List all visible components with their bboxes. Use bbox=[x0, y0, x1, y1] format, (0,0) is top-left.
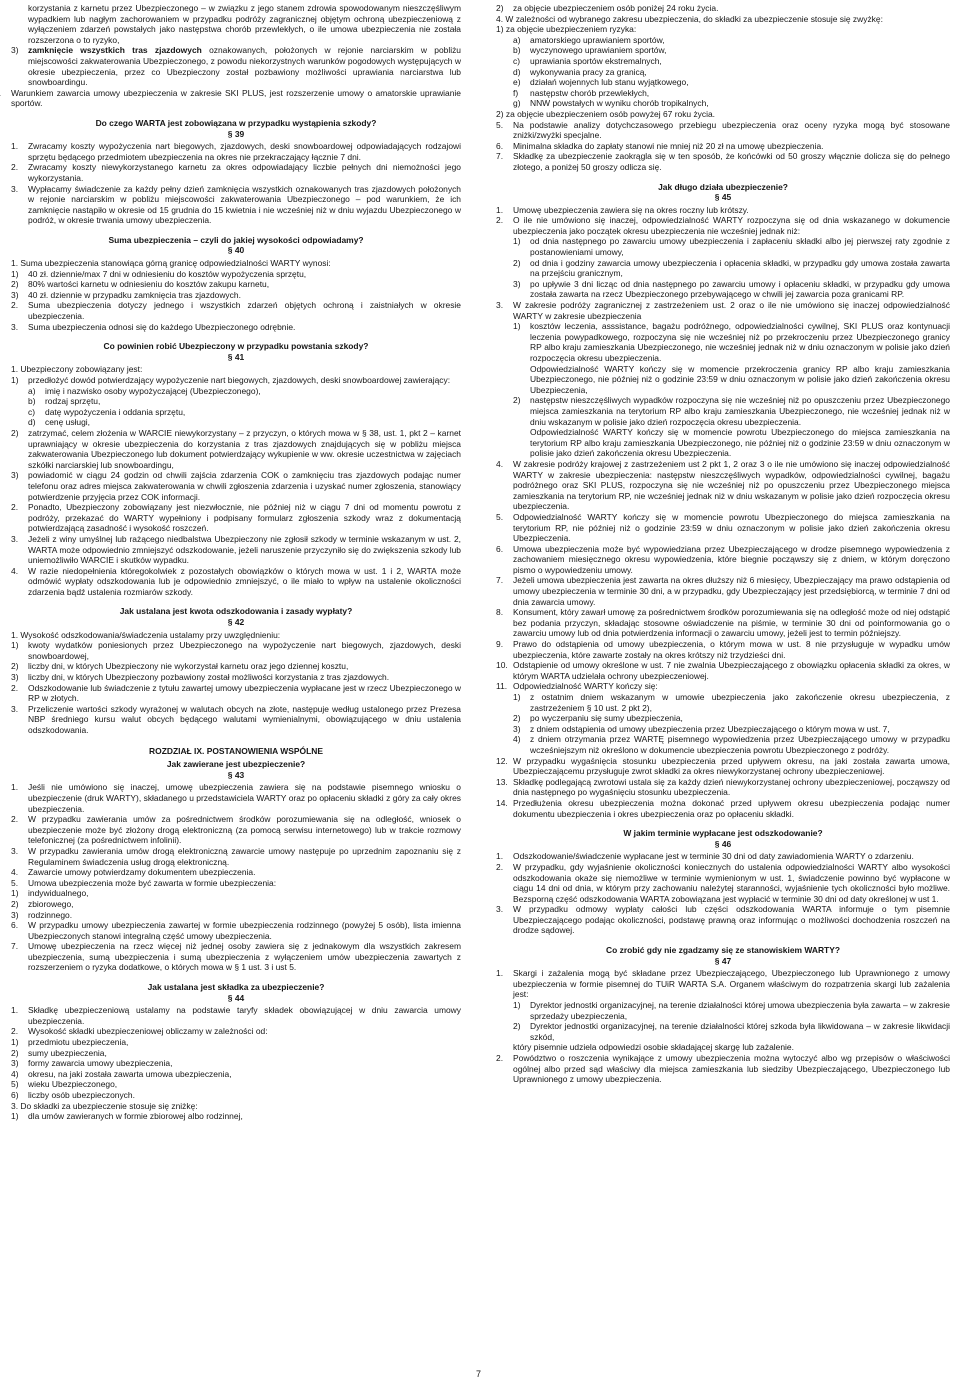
section-heading: Jak zawierane jest ubezpieczenie? bbox=[166, 759, 306, 770]
section-number: § 44 bbox=[227, 992, 245, 1003]
right-column bbox=[496, 3, 950, 1085]
chapter-title: ROZDZIAŁ IX. POSTANOWIENIA WSPÓLNE bbox=[149, 745, 323, 756]
section-heading: Jak długo działa ubezpieczenie? bbox=[658, 181, 788, 192]
list-item: 3. Przeliczenie wartości szkody wyrażonej w walutach obcych na złote, następuje według ustalonego przez Prezesa NBP średniego kursu walut obcych będącego walutami wymienialnymi, obowiązującego w dniu ustalenia odszkodowania. bbox=[11, 703, 461, 735]
section-heading: Jak ustalana jest kwota odszkodowania i zasady wypłaty? bbox=[119, 606, 353, 617]
list-item: 1. Jeśli nie umówiono się inaczej, umowę ubezpieczenia zawiera się na podstawie pisemnego wniosku o ubezpieczenie (druk WARTY), składanego u przedstawiciela WARTY oraz po opłaceniu składki z góry za cały okres ubezpieczenia. bbox=[11, 782, 461, 814]
list-item: 4. W zakresie podróży krajowej z zastrzeżeniem ust 2 pkt 1, 2 oraz 3 o ile nie umówiono się inaczej odpowiedzialność WARTY w zakresie ubezpieczenia: następstw nieszczęśliwych wypadków, odpowiedzialności cywilnej, bagażu podróżnego oraz SKI PLUS, rozpoczyna się nie wcześniej niż po opuszczeniu przez Ubezpieczonego miejsca zamieszkania na terytorium RP, nie wcześniej jednak niż w dniu wskazanym w polisie jako dzień rozpoczęcia okresu ubezpieczenia. bbox=[496, 458, 950, 512]
list-item: 1. Skargi i zażalenia mogą być składane przez Ubezpieczającego, Ubezpieczonego lub Uprawnionego z umowy ubezpieczenia w formie pisemnej do TUiR WARTA S.A. Organem właściwym do rozpatrzenia skargi lub zażalenia jest: bbox=[496, 968, 950, 1000]
list-item: b) rodzaj sprzętu, bbox=[28, 396, 101, 407]
list-item: 2) Dyrektor jednostki organizacyjnej, na terenie działalności której szkoda była likwidowana – w zakresie likwidacji szkód, bbox=[513, 1021, 950, 1042]
section-number: § 42 bbox=[227, 617, 245, 628]
list-item: 7. Składkę za ubezpieczenie zaokrągla się w ten sposób, że końcówki od 50 groszy włącznie dolicza się do pełnego złotego, a poniżej 50 groszy odlicza się. bbox=[496, 151, 950, 172]
section-number: § 47 bbox=[714, 955, 732, 966]
paragraph: 1. Ubezpieczony zobowiązany jest: bbox=[11, 364, 143, 375]
list-item: 5. Na podstawie analizy dotychczasowego przebiegu ubezpieczenia oraz oceny ryzyka mogą być stosowane zniżki/zwyżki specjalne. bbox=[496, 119, 950, 141]
paragraph: 4. W zależności od wybranego zakresu ubezpieczenia, do składki za ubezpieczenie stosuje się zwyżkę: bbox=[496, 13, 883, 24]
paragraph: 2) za objęcie ubezpieczeniem osób powyżej 67 roku życia. bbox=[496, 108, 716, 119]
list-item: 3) 40 zł. dziennie w przypadku zamknięcia tras zjazdowych. bbox=[11, 289, 241, 300]
page-number: 7 bbox=[476, 1369, 482, 1379]
list-item: 2. Odszkodowanie lub świadczenie z tytułu zawartej umowy ubezpieczenia wypłacane jest w rzecz Ubezpieczonego w RP w złotych. bbox=[11, 682, 461, 704]
list-item: 10. Odstąpienie od umowy określone w ust. 7 nie zwalnia Ubezpieczającego z obowiązku opłacenia składki za okres, w którym WARTA udzielała ochrony ubezpieczeniowej. bbox=[496, 660, 950, 681]
list-item: 2. Powództwo o roszczenia wynikające z umowy ubezpieczenia można wytoczyć albo wg przepisów o właściwości ogólnej albo przed sąd właściwy dla miejsca zamieszkania lub siedziby Ubezpieczającego, Ubezpieczonego lub Uprawnionego z umowy ubezpieczenia. bbox=[496, 1053, 950, 1085]
list-item: 1) przedłożyć dowód potwierdzający wypożyczenie nart biegowych, zjazdowych, deski snowboardowej zawierający: bbox=[11, 375, 451, 385]
left-column bbox=[11, 3, 461, 1122]
paragraph: 1. Wysokość odszkodowania/świadczenia ustalamy przy uwzględnieniu: bbox=[11, 629, 281, 640]
list-item: 1. Zwracamy koszty wypożyczenia nart biegowych, zjazdowych, deski snowboardowej odpowiadających rodzajowi sprzętu będącego przedmiotem ubezpieczenia na okres nie przekraczający łącznie 7 dni. bbox=[11, 141, 461, 162]
list-item: 1) z ostatnim dniem wskazanym w umowie ubezpieczenia jako zakończenie okresu ubezpieczenia, z zastrzeżeniem § 10 ust. 2 pkt 2), bbox=[513, 692, 950, 713]
list-item: 3. Suma ubezpieczenia odnosi się do każdego Ubezpieczonego odrębnie. bbox=[11, 321, 296, 332]
list-item: 2. Zwracamy koszty niewykorzystanego karnetu za okres odpowiadający liczbie pełnych dni niemożności jego wykorzystania. bbox=[11, 162, 461, 183]
list-item: 1) indywidualnego, bbox=[11, 888, 89, 899]
section-number: § 40 bbox=[227, 245, 245, 256]
list-item: 1) Dyrektor jednostki organizacyjnej, na terenie działalności której umowa ubezpieczenia była zawarta – w zakresie sprzedaży ubezpieczenia, bbox=[513, 1000, 950, 1021]
list-item: 1) kwoty wydatków poniesionych przez Ubezpieczonego na wypożyczenie nart biegowych, zjazdowych, deski snowboardowej, bbox=[11, 640, 461, 661]
list-item: d) cenę usługi, bbox=[28, 417, 91, 428]
list-item: 4. Zawarcie umowy potwierdzamy dokumentem ubezpieczenia. bbox=[11, 867, 256, 878]
list-item: 6. Umowa ubezpieczenia może być wypowiedziana przez Ubezpieczającego w drodze pisemnego wypowiedzenia z zachowaniem miesięcznego okresu wypowiedzenia, które biegnie począwszy się z dniem, w którym doręczono pismo o wypowiedzeniu umowy. bbox=[496, 543, 950, 575]
list-item: 3) zamknięcie wszystkich tras zjazdowych oznakowanych, położonych w rejonie narciarskim w pobliżu miejscowości zakwaterowania Ubezpieczonego, z powodu niekorzystnych warunków pogodowych występujących w okresie ubezpieczenia, przez co Ubezpieczony został pozbawiony możliwości uprawiania narciarstwa lub snowboardingu. bbox=[11, 45, 461, 88]
list-item: 1. Umowę ubezpieczenia zawiera się na okres roczny lub krótszy. bbox=[496, 204, 749, 215]
list-item: 5. Odpowiedzialność WARTY kończy się w momencie powrotu Ubezpieczonego do miejsca zamieszkania na terytorium RP, nie później niż o godzinie 23:59 w dniu oznaczonym w polisie jako dzień zakończenia okresu Ubezpieczenia. bbox=[496, 511, 950, 544]
list-item: 5) wieku Ubezpieczonego, bbox=[11, 1079, 118, 1090]
list-item: 2. W przypadku, gdy wyjaśnienie okoliczności koniecznych do ustalenia odpowiedzialności WARTY albo wysokości odszkodowania okaże się niemożliwe w terminie wymienionym w ust. 1, świadczenie powinno być wypłacone w ciągu 14 dni od dnia, w którym przy zachowaniu należytej staranności, wyjaśnienie tych okoliczności było możliwe. Bezsporną część odszkodowania WARTA zobowiązana jest wypłacić w terminie 30 dni od daty określonej w ust 1. bbox=[496, 861, 950, 904]
paragraph: Odpowiedzialność WARTY kończy się w momencie powrotu Ubezpieczonego do miejsca zamieszkania na terytorium RP albo kraju zamieszkania Ubezpieczonego, nie później niż o godzinie 23:59 w dniu oznaczonym w polisie jako dzień zakończenia okresu Ubezpieczenia. bbox=[530, 427, 950, 459]
list-item: 12. W przypadku wygaśnięcia stosunku ubezpieczenia przed upływem okresu, na jaki została zawarta umowa, Ubezpieczającemu przysługuje zwrot składki za okres niewykorzystanej ochrony ubezpieczeniowej. bbox=[496, 755, 950, 777]
list-item: 11. Odpowiedzialność WARTY kończy się: bbox=[496, 681, 658, 692]
section-number: § 46 bbox=[714, 838, 732, 849]
list-item: 3. W przypadku zawierania umów drogą elektroniczną zawarcie umowy następuje po uprzednim zapoznaniu się z Regulaminem świadczenia usług drogą elektroniczną. bbox=[11, 845, 461, 867]
section-number: § 39 bbox=[227, 128, 245, 139]
list-item: 2. Wysokość składki ubezpieczeniowej obliczamy w zależności od: bbox=[11, 1026, 268, 1037]
section-heading: W jakim terminie wypłacane jest odszkodowanie? bbox=[623, 828, 823, 839]
list-item: Warunkiem zawarcia umowy ubezpieczenia w zakresie SKI PLUS, jest rozszerzenie umowy o amatorskie uprawianie sportów. bbox=[11, 87, 461, 109]
list-item: 3. Wypłacamy świadczenie za każdy pełny dzień zamknięcia wszystkich oznakowanych tras zjazdowych położonych w rejonie narciarskim w pobliżu miejscowości zakwaterowania Ubezpieczonego – pod warunkiem, że ich zamknięcie nastąpiło w okresie od 15 grudnia do 15 kwietnia i nie wcześniej niż w dniu wyjazdu Ubezpieczonego w podróż, w okresie trwania umowy ubezpieczenia. bbox=[11, 183, 461, 226]
list-item: 3. W zakresie podróży zagranicznej z zastrzeżeniem ust. 2 oraz o ile nie umówiono się inaczej odpowiedzialność WARTY w zakresie ubezpieczenia bbox=[496, 300, 950, 321]
list-item: 1) 40 zł. dziennie/max 7 dni w odniesieniu do kosztów wypożyczenia sprzętu, bbox=[11, 268, 307, 279]
paragraph: 3. Do składki za ubezpieczenie stosuje się zniżkę: bbox=[11, 1100, 198, 1111]
section-heading: Co powinien robić Ubezpieczony w przypadku powstania szkody? bbox=[103, 341, 369, 352]
list-item: 4. W razie niedopełnienia któregokolwiek z pozostałych obowiązków o których mowa w ust. 1 i 2, WARTA może odmówić wypłaty odszkodowania lub je odpowiednio zmniejszyć, o ile miało to wpływ na ustalenie okoliczności zdarzenia bądź ustalenia rozmiarów szkody. bbox=[11, 565, 461, 597]
list-item: 2) 80% wartości karnetu w odniesieniu do kosztów zakupu karnetu, bbox=[11, 279, 270, 290]
list-item: 3) po upływie 3 dni licząc od dnia następnego po zawarciu umowy i opłaceniu składki, w przypadku gdy umowa została zawarta na rzecz Ubezpieczonego przebywającego w chwili jej zawarcia poza granicami RP. bbox=[513, 278, 950, 300]
list-item: c) uprawiania sportów ekstremalnych, bbox=[513, 55, 662, 66]
list-item: a) imię i nazwisko osoby wypożyczającej (Ubezpieczonego), bbox=[28, 385, 261, 396]
list-item: 13. Składkę podlegającą zwrotowi ustala się za każdy dzień niewykorzystanej ochrony ubezpieczeniowej, począwszy od dnia następnego po wygaśnięciu stosunku ubezpieczenia. bbox=[496, 776, 950, 798]
list-item: 4) okresu, na jaki została zawarta umowa ubezpieczenia, bbox=[11, 1068, 232, 1079]
list-item: 1. Odszkodowanie/świadczenie wypłacane jest w terminie 30 dni od daty zawiadomienia WARTY o zdarzeniu. bbox=[496, 851, 914, 862]
list-item: 6. W przypadku umowy ubezpieczenia zawartej w formie ubezpieczenia rodzinnego (powyżej 5 osób), lista imienna Ubezpieczonych stanowi integralną część umowy ubezpieczenia. bbox=[11, 920, 461, 941]
section-heading: Co zrobić gdy nie zgadzamy się ze stanowiskiem WARTY? bbox=[606, 945, 840, 956]
list-item: 3) rodzinnego. bbox=[11, 909, 73, 920]
list-item: 3. Jeżeli z winy umyślnej lub rażącego niedbalstwa Ubezpieczony nie zgłosił szkody w terminie wskazanym w ust. 2, WARTA może odpowiednio zmniejszyć odszkodowanie, jeżeli naruszenie przyczyniło się do zwiększenia szkody lub uniemożliwiło WARCIE i skutków wypadku. bbox=[11, 533, 461, 566]
list-item: c) datę wypożyczenia i oddania sprzętu, bbox=[28, 406, 186, 417]
list-item: 2) zatrzymać, celem złożenia w WARCIE niewykorzystany – z przyczyn, o których mowa w § 38, ust. 1, pkt 2 – karnet uprawniający w okresie ubezpieczenia do korzystania z tras zjazdowych znajdujących się w pobliżu miejsca zakwaterowania Ubezpieczonego lub dokument potwierdzający wykupienie w ww. okresie uczestnictwa w zajęciach szkółki narciarskiej lub snowboardingu, bbox=[11, 427, 461, 470]
section-heading: Jak ustalana jest składka za ubezpieczenie? bbox=[147, 982, 325, 993]
list-item: 2. W przypadku zawierania umów za pośrednictwem środków porozumiewania się na odległość, wniosek o ubezpieczenie może być złożony drogą elektroniczną (za pomocą serwisu internetowego) lub w trakcie rozmowy telefonicznej (za pośrednictwem infolinii). bbox=[11, 814, 461, 846]
list-item: 2) następstw nieszczęśliwych wypadków rozpoczyna się nie wcześniej niż po opuszczeniu przez Ubezpieczonego miejsca zamieszkania na terytorium RP albo kraju zamieszkania Ubezpieczonego, nie wcześniej jednak niż w dniu wskazanym w polisie jako dzień rozpoczęcia okresu ubezpieczenia. bbox=[513, 395, 950, 427]
section-number: § 43 bbox=[227, 769, 245, 780]
list-item: e) działań wojennych lub stanu wyjątkowego, bbox=[513, 77, 689, 88]
list-item: 2) po wyczerpaniu się sumy ubezpieczenia, bbox=[513, 713, 683, 724]
list-item: d) wykonywania pracy za granicą, bbox=[513, 66, 647, 77]
list-item: 3. W przypadku odmowy wypłaty całości lub części odszkodowania WARTA informuje o tym pisemnie Ubezpieczającego podając okoliczności, podstawę prawną oraz informując o możliwości dochodzenia roszczeń na drodze sądowej. bbox=[496, 904, 950, 936]
list-item: 6) liczby osób ubezpieczonych. bbox=[11, 1090, 135, 1100]
list-item: 3) z dniem odstąpienia od umowy ubezpieczenia przez Ubezpieczającego o którym mowa w ust. 7, bbox=[513, 723, 890, 734]
list-item: 2) sumy ubezpieczenia, bbox=[11, 1047, 107, 1058]
list-item: 9. Prawo do odstąpienia od umowy ubezpieczenia, o którym mowa w ust. 8 nie przysługuje w wypadku umów ubezpieczenia, które zawarte zostały na okres krótszy niż trzydzieści dni. bbox=[496, 639, 950, 660]
section-heading: Do czego WARTA jest zobowiązana w przypadku wystąpienia szkody? bbox=[95, 117, 377, 128]
list-item: f) następstw chorób przewlekłych, bbox=[513, 87, 650, 98]
list-item: 5. Umowa ubezpieczenia może być zawarta w formie ubezpieczenia: bbox=[11, 877, 277, 888]
list-item: 1) przedmiotu ubezpieczenia, bbox=[11, 1037, 129, 1048]
list-item: 1. Składkę ubezpieczeniową ustalamy na podstawie taryfy składek obowiązującej w dniu zawarcia umowy ubezpieczenia. bbox=[11, 1005, 461, 1026]
list-item: 1) kosztów leczenia, asssistance, bagażu podróżnego, odpowiedzialności cywilnej, SKI PLUS oraz kontynuacji leczenia powypadkowego, rozpoczyna się nie wcześniej niż po przekroczeniu przez Ubezpieczonego granicy RP albo kraju zamieszkania Ubezpieczonego, nie wcześniej jednak niż w dniu oznaczonym w polisie jako dzień rozpoczęcia okresu ubezpieczenia. bbox=[513, 321, 950, 363]
list-item: 2) liczby dni, w których Ubezpieczony nie wykorzystał karnetu oraz jego dziennej kosztu, bbox=[11, 661, 349, 672]
list-item: 3) liczby dni, w których Ubezpieczony pozbawiony został możliwości korzystania z tras zjazdowych. bbox=[11, 672, 390, 683]
list-item: korzystania z karnetu przez Ubezpieczonego – w związku z jego stanem zdrowia spowodowanym nieszczęśliwym wypadkiem lub nagłym zachorowaniem w przypadku podróży zagranicznej objętym ochroną ubezpieczeniową z wyłączeniem zdarzeń powstałych jako następstwa chorób przewlekłych, o ile umowa ubezpieczenia nie została rozszerzona o to ryzyko, bbox=[28, 3, 461, 45]
paragraph: 1. Suma ubezpieczenia stanowiąca górną granicę odpowiedzialności WARTY wynosi: bbox=[11, 258, 331, 269]
list-item: 2) od dnia i godziny zawarcia umowy ubezpieczenia i opłacenia składki, w przypadku gdy umowa została zawarta na przejściu granicznym, bbox=[513, 257, 950, 279]
list-item: b) wyczynowego uprawianiem sportów, bbox=[513, 45, 667, 56]
list-item: 6. Minimalna składka do zapłaty stanowi nie mniej niż 20 zł na umowę ubezpieczenia. bbox=[496, 140, 824, 151]
paragraph: 1) za objęcie ubezpieczeniem ryzyka: bbox=[496, 24, 637, 35]
list-item: g) NNW powstałych w wyniku chorób tropikalnych, bbox=[513, 98, 709, 109]
list-item: 8. Konsument, który zawarł umowę za pośrednictwem środków porozumiewania się na odległość może od niej odstąpić bez podania przyczyn, składając stosowne oświadczenie na piśmie, w terminie 30 dni od poinformowania go o zawarciu umowy lub od dnia potwierdzenia informacji o zawarciu umowy, jeżeli jest to termin późniejszy. bbox=[496, 607, 950, 639]
list-item: 2. Suma ubezpieczenia dotyczy jednego i wszystkich zdarzeń objętych ochroną i zaistniałych w okresie ubezpieczenia. bbox=[11, 300, 461, 322]
list-item: 2) za objęcie ubezpieczeniem osób poniżej 24 roku życia. bbox=[496, 3, 719, 13]
list-item: 2) zbiorowego, bbox=[11, 898, 74, 909]
section-number: § 41 bbox=[227, 351, 245, 362]
list-item: 3) formy zawarcia umowy ubezpieczenia, bbox=[11, 1058, 173, 1069]
paragraph: Odpowiedzialność WARTY kończy się w momencie przekroczenia granicy RP albo kraju zamieszkania Ubezpieczonego, nie później niż o godzinie 23:59 w dniu oznaczonym w polisie jako dzień zakończenia okresu Ubezpieczenia, bbox=[530, 363, 950, 395]
section-number: § 45 bbox=[714, 192, 732, 203]
list-item: 2. O ile nie umówiono się inaczej, odpowiedzialność WARTY rozpoczyna się od dnia wskazanego w dokumencie ubezpieczenia jako początek okresu ubezpieczenia nie wcześniej jednak niż: bbox=[496, 215, 950, 236]
paragraph: który pisemnie udziela odpowiedzi osobie składającej skargę lub zażalenie. bbox=[513, 1042, 794, 1053]
list-item: 4) z dniem otrzymania przez WARTĘ pisemnego wypowiedzenia przez Ubezpieczającego umowy w przypadku wcześniejszym niż określono w dokumencie ubezpieczenia powrotu Ubezpieczonego z podróży. bbox=[513, 734, 950, 755]
section-heading: Suma ubezpieczenia – czyli do jakiej wysokości odpowiadamy? bbox=[108, 234, 364, 245]
list-item: 7. Jeżeli umowa ubezpieczenia jest zawarta na okres dłuższy niż 6 miesięcy, Ubezpieczający ma prawo odstąpienia od umowy ubezpieczenia w terminie 30 dni, a w przypadku, gdy Ubezpieczający jest przedsiębiorcą, w terminie 7 dni od dnia zawarcia umowy. bbox=[496, 575, 950, 607]
list-item: 7. Umowę ubezpieczenia na rzecz więcej niż jednej osoby zawiera się z jednakowym dla wszystkich zakresem ubezpieczenia, sumą ubezpieczenia i sumą ubezpieczenia z wyłączeniem umów ubezpieczenia zawartych z rozszerzeniem o ryzyka dodatkowe, o których mowa w § 1 ust. 3 i ust 5. bbox=[11, 941, 461, 973]
list-item: 1) od dnia następnego po zawarciu umowy ubezpieczenia i zapłaceniu składki albo jej pierwszej raty zgodnie z postanowieniami umowy, bbox=[513, 236, 950, 258]
list-item: 3) powiadomić w ciągu 24 godzin od chwili zajścia zdarzenia COK o zamknięciu tras zjazdowych podając numer telefonu oraz adres miejsca zakwaterowania w chwili zgłoszenia zdarzenia i uzyskać numer zgłoszenia, stanowiący potwierdzenie przyjęcia przez COK informacji. bbox=[11, 470, 461, 502]
list-item: a) amatorskiego uprawianiem sportów, bbox=[513, 34, 665, 45]
list-item: 14. Przedłużenia okresu ubezpieczenia można dokonać przed upływem okresu ubezpieczenia podając numer dokumentu ubezpieczenia i okres ubezpieczenia oraz po opłaceniu składki. bbox=[496, 797, 950, 819]
list-item: 1) dla umów zawieranych w formie zbiorowej albo rodzinnej, bbox=[11, 1111, 243, 1122]
list-item: 2. Ponadto, Ubezpieczony zobowiązany jest niezwłocznie, nie później niż w ciągu 7 dni od momentu powrotu z podróży, przekazać do WARTY wypełniony i podpisany formularz zgłoszenia szkody wraz z dokumentacją potwierdzającą zasadność i wysokość roszczeń. bbox=[11, 502, 461, 534]
